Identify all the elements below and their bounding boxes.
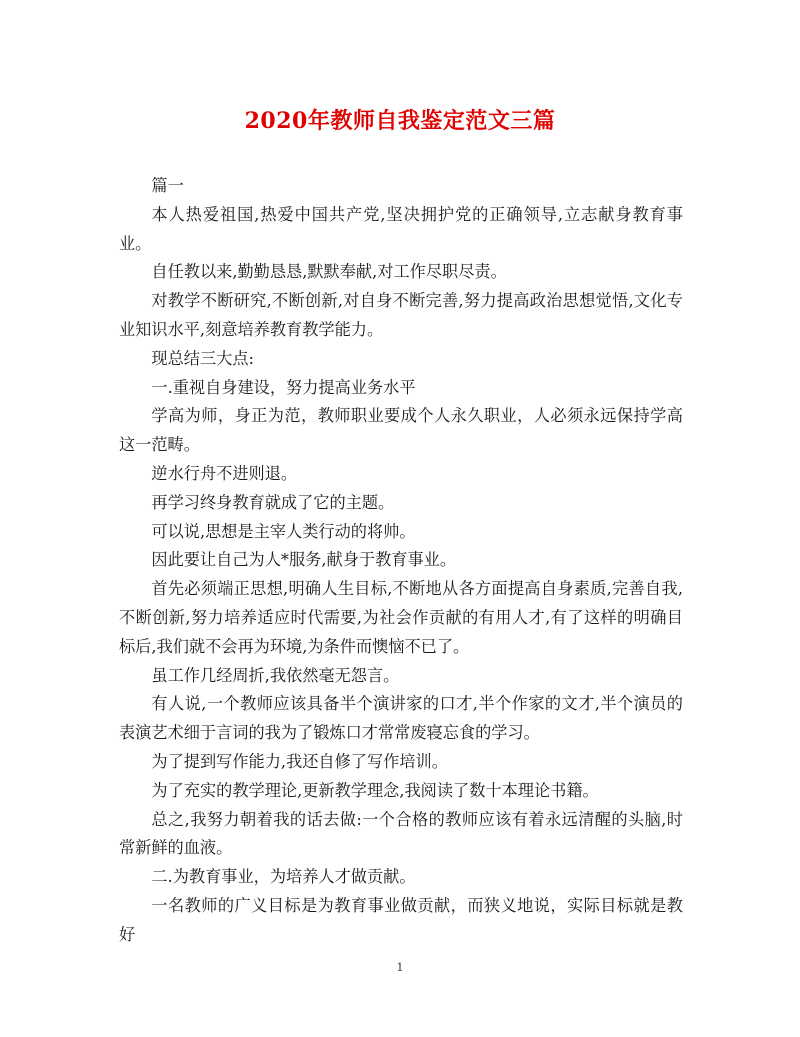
document-body (119, 172, 683, 950)
paragraph: 虽工作几经周折,我依然毫无怨言。 (151, 665, 400, 685)
paragraph: 一名教师的广义目标是为教育事业做贡献，而狭义地说，实际目标就是教好 (119, 895, 683, 944)
paragraph: 有人说,一个教师应该具备半个演讲家的口才,半个作家的文才,半个演员的表演艺术细于言词的我为了锻炼口才常常废寝忘食的学习。 (119, 694, 683, 743)
paragraph: 可以说,思想是主宰人类行动的将帅。 (151, 521, 416, 541)
paragraph: 总之,我努力朝着我的话去做:一个合格的教师应该有着永远清醒的头脑,时常新鲜的血液。 (119, 809, 683, 858)
paragraph: 为了充实的教学理论,更新教学理念,我阅读了数十本理论书籍。 (151, 780, 599, 800)
paragraph-section-heading: 篇一 (151, 176, 184, 195)
paragraph-subheading: 一.重视自身建设，努力提高业务水平 (151, 377, 416, 397)
document-title: 2020年教师自我鉴定范文三篇 (244, 108, 556, 134)
paragraph: 逆水行舟不进则退。 (151, 463, 298, 483)
paragraph: 自任教以来,勤勤恳恳,默默奉献,对工作尽职尽责。 (151, 262, 507, 282)
paragraph: 首先必须端正思想,明确人生目标,不断地从各方面提高自身素质,完善自我,不断创新,努力培养适应时代需要,为社会作贡献的有用人才,有了这样的明确目标后,我们就不会再为环境,为条件而懊恼不已了。 (119, 579, 683, 656)
paragraph: 本人热爱祖国,热爱中国共产党,坚决拥护党的正确领导,立志献身教育事业。 (119, 204, 683, 253)
page-number: 1 (396, 961, 404, 974)
paragraph: 学高为师，身正为范，教师职业要成个人永久职业，人必须永远保持学高这一范畴。 (119, 406, 683, 455)
paragraph: 对教学不断研究,不断创新,对自身不断完善,努力提高政治思想觉悟,文化专业知识水平,刻意培养教育教学能力。 (119, 291, 683, 339)
paragraph: 现总结三大点: (151, 348, 254, 368)
paragraph: 为了提到写作能力,我还自修了写作培训。 (151, 751, 448, 771)
paragraph-subheading: 二.为教育事业，为培养人才做贡献。 (151, 867, 416, 887)
paragraph: 再学习终身教育就成了它的主题。 (151, 492, 395, 512)
paragraph: 因此要让自己为人*服务,献身于教育事业。 (151, 550, 457, 570)
